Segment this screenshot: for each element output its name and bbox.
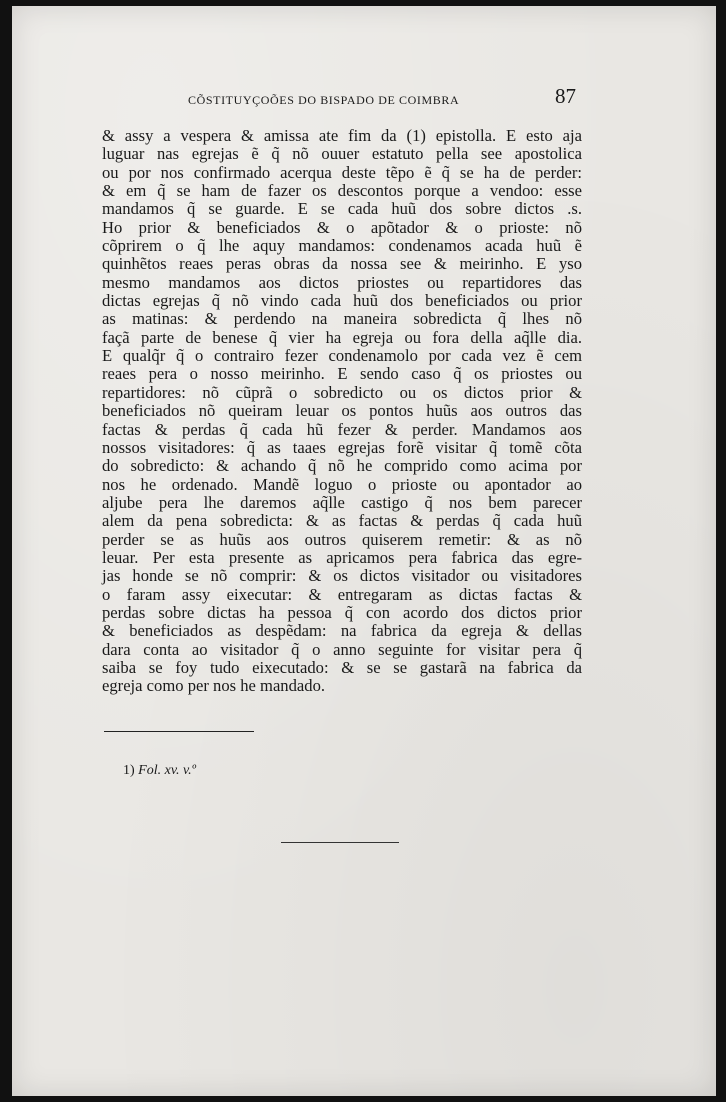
running-title: CÕSTITUYÇOÕES DO BISPADO DE COIMBRA [188,93,460,107]
text-line: alem da pena sobredicta: & as factas & perdas q̃ cada huũ [102,511,582,531]
text-line: quinhẽtos reaes peras obras da nossa see & meirinho. E yso [102,254,582,274]
footnote-separator-rule [104,731,254,732]
text-line: jas honde se nõ comprir: & os dictos visitador ou visitadores [102,566,582,586]
text-line: ou por nos confirmado acerqua deste tẽpo ẽ q̃ se ha de perder: [102,162,582,182]
text-line: beneficiados nõ queiram leuar os pontos huũs aos outros das [102,401,582,421]
text-line: perdas sobre dictas ha pessoa q̃ con acordo dos dictos prior [102,602,582,622]
text-line: factas & perdas q̃ cada hũ fezer & perder. Mandamos aos [102,419,582,439]
text-line: cõprirem o q̃ lhe aquy mandamos: condenamos acada huũ ẽ [102,236,582,256]
footnote-marker: 1) [123,763,135,778]
body-text [102,127,582,696]
text-line: Ho prior & beneficiados & o apõtador & o prioste: nõ [102,217,582,237]
text-line: reaes pera o nosso meirinho. E sendo caso q̃ os priostes ou [102,364,582,384]
text-line: E qualq̃r q̃ o contrairo fezer condenamolo por cada vez ẽ cem [102,346,582,366]
text-line: nos he ordenado. Mandẽ loguo o prioste ou apontador ao [102,474,582,494]
text-line: luguar nas egrejas ẽ q̃ nõ ouuer estatuto pella see apostolica [102,144,582,164]
text-line: & em q̃ se ham de fazer os descontos porque a vendoo: esse [102,181,582,201]
text-line: mesmo mandamos aos dictos priostes ou repartidores das [102,272,582,292]
text-line: as matinas: & perdendo na maneira sobredicta q̃ lhes nõ [102,309,582,329]
footnote [123,763,196,779]
book-page [12,6,716,1096]
footnote-text: Fol. xv. v.º [138,763,197,778]
text-line: saiba se foy tudo eixecutado: & se se gastarã na fabrica da [102,657,582,677]
end-rule [281,842,399,843]
text-line: dictas egrejas q̃ nõ vindo cada huũ dos beneficiados ou prior [102,291,582,311]
text-line: & beneficiados as despẽdam: na fabrica da egreja & dellas [102,621,582,641]
text-line-last: egreja como per nos he mandado. [102,676,326,696]
text-line: façã parte de benese q̃ vier ha egreja ou fora della aq̃lle dia. [102,327,582,347]
text-line: mandamos q̃ se guarde. E se cada huũ dos sobre dictos .s. [102,199,582,219]
text-line: repartidores: nõ cũprã o sobredicto ou os dictos prior & [102,382,582,402]
text-line: aljube pera lhe daremos aq̃lle castigo q̃ nos bem parecer [102,492,582,512]
text-line: dara conta ao visitador q̃ o anno seguinte for visitar pera q̃ [102,639,582,659]
text-line: perder se as huũs aos outros quiserem remetir: & as nõ [102,529,582,549]
page-number: 87 [555,84,576,108]
text-line: nossos visitadores: q̃ as taaes egrejas forẽ visitar q̃ tomẽ cõta [102,437,582,457]
text-line: leuar. Per esta presente as apricamos pera fabrica das egre- [102,547,582,567]
text-line: & assy a vespera & amissa ate fim da (1) epistolla. E esto aja [102,126,582,145]
text-line: o faram assy eixecutar: & entregaram as dictas factas & [102,584,582,604]
text-line: do sobredicto: & achando q̃ nõ he comprido como acima por [102,456,582,476]
